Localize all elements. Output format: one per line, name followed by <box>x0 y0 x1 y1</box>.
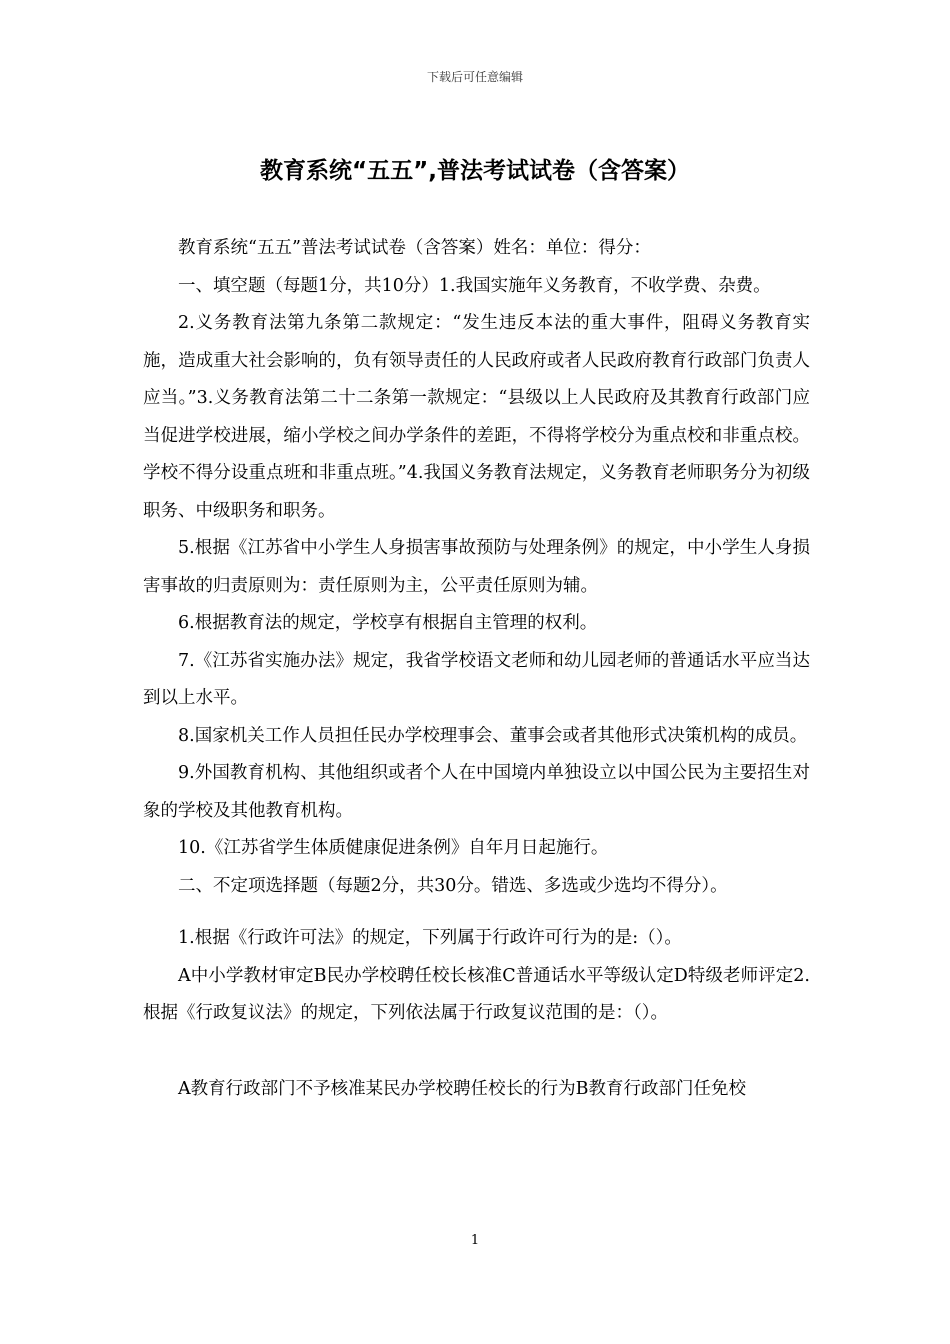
document-body <box>143 230 810 1108</box>
paragraph-question-2: 2.义务教育法第九条第二款规定：“发生违反本法的重大事件，阻碍义务教育实施，造成重大社会影响的，负有领导责任的人民政府或者人民政府教育行政部门负责人应当。”3.义务教育法第二十二条第一款规定：“县级以上人民政府及其教育行政部门应当促进学校进展，缩小学校之间办学条件的差距，不得将学校分为重点校和非重点校。学校不得分设重点班和非重点班。”4.我国义务教育法规定，义务教育老师职务分为初级职务、中级职务和职务。 <box>143 313 810 521</box>
paragraph-choice-1: 1.根据《行政许可法》的规定，下列属于行政许可行为的是:（）。 <box>178 928 682 948</box>
paragraph-choice-2-options: A教育行政部门不予核准某民办学校聘任校长的行为B教育行政部门任免校 <box>178 1078 746 1099</box>
paragraph-choice-1-options: A中小学教材审定B民办学校聘任校长核准C普通话水平等级认定D特级老师评定2.根据《行政复议法》的规定，下列依法属于行政复议范围的是：（）。 <box>143 965 810 1023</box>
paragraph-question-10: 10.《江苏省学生体质健康促进条例》自年月日起施行。 <box>178 838 609 858</box>
page-number: 1 <box>470 1233 480 1248</box>
paragraph-section-two: 二、不定项选择题（每题2分，共30分。错选、多选或少选均不得分）。 <box>178 875 728 896</box>
paragraph-question-5: 5.根据《江苏省中小学生人身损害事故预防与处理条例》的规定，中小学生人身损害事故的归责原则为：责任原则为主，公平责任原则为辅。 <box>143 538 810 596</box>
header-note: 下载后可任意编辑 <box>426 70 523 84</box>
document-title: 教育系统“五五”,普法考试试卷（含答案） <box>260 158 690 184</box>
paragraph-exam-header: 教育系统“五五”普法考试试卷（含答案）姓名：单位：得分： <box>178 238 651 258</box>
paragraph-question-6: 6.根据教育法的规定，学校享有根据自主管理的权利。 <box>178 613 598 633</box>
paragraph-section-one: 一、填空题（每题1分，共10分）1.我国实施年义务教育，不收学费、杂费。 <box>178 275 771 296</box>
paragraph-question-8: 8.国家机关工作人员担任民办学校理事会、董事会或者其他形式决策机构的成员。 <box>178 725 808 746</box>
paragraph-question-9: 9.外国教育机构、其他组织或者个人在中国境内单独设立以中国公民为主要招生对象的学校及其他教育机构。 <box>143 763 810 821</box>
paragraph-question-7: 7.《江苏省实施办法》规定，我省学校语文老师和幼儿园老师的普通话水平应当达到以上水平。 <box>143 650 810 708</box>
